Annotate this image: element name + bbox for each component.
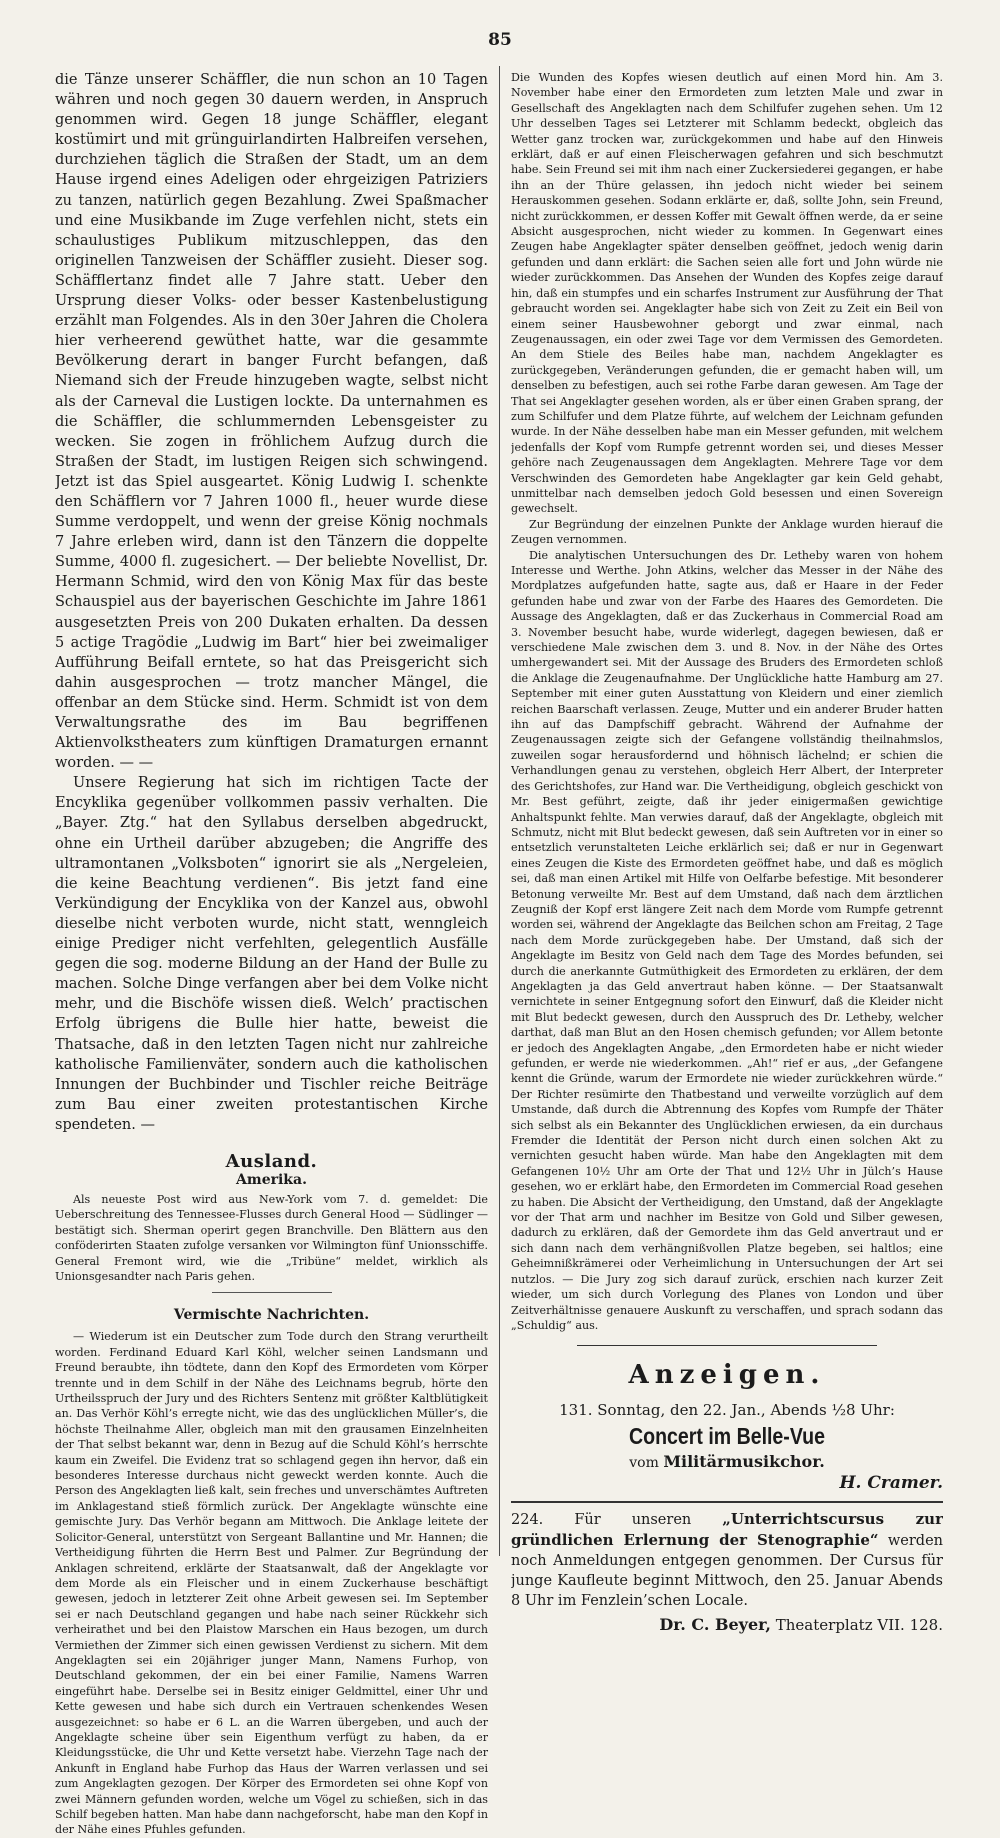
- column-divider: [499, 66, 500, 1556]
- ad-stenography-body: werden noch Anmeldungen entgegen genommen. Der Cursus für junge Kaufleute beginnt Mittwoch, den 25. Januar Abends 8 Uhr im Fenzlein’schen Locale.: [511, 1533, 943, 1610]
- separator-rule: [577, 1345, 877, 1346]
- ad-separator: [511, 1501, 943, 1503]
- ad-concert-band: Militärmusikchor.: [663, 1452, 825, 1472]
- ads-heading: Anzeigen.: [628, 1360, 826, 1391]
- ad-concert-title: Concert im Belle-Vue: [629, 1423, 825, 1450]
- section-heading-ausland: Ausland.: [225, 1150, 318, 1172]
- page-number: 85: [488, 30, 512, 50]
- section-heading-amerika: Amerika.: [236, 1171, 307, 1188]
- article-trial: Die analytischen Untersuchungen des Dr. Letheby waren von hohem Interesse und Werthe. John Atkins, welcher das Messer in der Nähe des Mordplatzes aufgefunden hatte, sagte aus, daß er Haare in der Feder gefunden habe und zwar von der Farbe des Haares des Gemordeten. Die Aussage des Angeklagten, daß er das Zuckerhaus in Commercial Road am 3. November besucht habe, wurde widerlegt, dagegen bewiesen, daß er verschiedene Male zwischen dem 3. und 8. Nov. in der Nähe des Ortes umhergewandert sei. Mit der Aussage des Bruders des Ermordeten schloß die Anklage die Zeugenaufnahme. Der Unglückliche hatte Hamburg am 27. September mit einer guten Ausstattung von Kleidern und einer ziemlich reichen Baarschaft verlassen. Zeuge, Mutter und ein anderer Bruder hatten ihn auf das Dampfschiff gebracht. Während der Aufnahme der Zeugenaussagen zeigte sich der Gefangene vollständig theilnahmslos, zuweilen sogar herausfordernd und höhnisch lächelnd; er schien die Verhandlungen genau zu verstehen, obgleich Herr Albert, der Interpreter des Gerichtshofes, zur Hand war. Die Vertheidigung, obgleich geschickt von Mr. Best geführt, zeigte, daß ihr jeder einigermaßen gewichtige Anhaltspunkt fehlte. Man verwies darauf, daß der Angeklagte, obgleich mit Schmutz, nicht mit Blut bedeckt gewesen, daß sein Auftreten vor in einer so entsetzlich verunstalteten Leiche erklärlich sei; daß er nur in Gegenwart eines Zeugen die Kiste des Ermordeten geöffnet habe, und daß es möglich sei, daß man einen Artikel mit Hilfe von Oelfarbe befestige. Mit besonderer Betonung verweilte Mr. Best auf dem Umstand, daß nach dem ärztlichen Zeugniß der Kopf erst längere Zeit nach dem Morde vom Rumpfe getrennt worden sei, während der Angeklagte das Beilchen schon am Freitag, 2 Tage nach dem Morde zurückgegeben habe. Der Umstand, daß sich der Angeklagte im Besitz von Geld nach dem Tage des Mordes befunden, sei durch die anerkannte Gutmüthigkeit des Ermordeten zu erklären, der dem Angeklagten ja das Geld anvertraut haben könne. — Der Staatsanwalt vernichtete in seiner Entgegnung sofort den Einwurf, daß die Kleider nicht mit Blut bedeckt gewesen, durch den Ausspruch des Dr. Letheby, welcher darthat, daß man Blut an den Hosen chemisch gefunden; vor Allem betonte er jedoch des Angeklagten Angabe, „den Ermordeten habe er nicht wieder gefunden, er werde nie wiederkommen. „Ah!“ rief er aus, „der Gefangene kennt die Gründe, warum der Ermordete nie wieder zurückkehren würde.“ Der Richter resümirte den Thatbestand und verweilte vorzüglich auf dem Umstande, daß durch die Abtrennung des Kopfes vom Rumpfe der Thäter sich selbst als ein Bekannter des Unglücklichen erwiesen, da ein durchaus Fremder die Identität der Person nicht durch einen solchen Akt zu vernichten gesucht haben würde. Man habe den Angeklagten mit dem Gefangenen 10½ Uhr am Orte der That und 12½ Uhr in Jülch’s Hause gesehen, wo er erklärt habe, den Ermordeten im Commercial Road gesehen zu haben. Die Absicht der Vertheidigung, den Umstand, daß der Angeklagte vor der That arm und nachher im Besitze von Gold und Silber gewesen, dadurch zu erklären, daß der Gemordete ihm das Geld anvertraut und er sich dann nach dem verhängnißvollen Platze begeben, sei haltlos; eine Geheimnißkrämerei oder Verheimlichung in Untersuchungen der Art sei nutzlos. — Die Jury zog sich darauf zurück, erschien nach kurzer Zeit wieder, um sich durch Vorlegung des Planes von London und über Zeitverhältnisse genauere Auskunft zu verschaffen, und sprach sodann das „Schuldig“ aus.: [511, 548, 943, 1332]
- article-schaefflertanz: die Tänze unserer Schäffler, die nun schon an 10 Tagen währen und noch gegen 30 dauern werden, in Anspruch genommen wird. Gegen 18 junge Schäffler, elegant kostümirt und mit grünguirlandirten Halbreifen versehen, durchziehen täglich die Straßen der Stadt, um an dem Hause irgend eines Adeligen oder ehrgeizigen Patriziers zu tanzen, natürlich gegen Bezahlung. Zwei Spaßmacher und eine Musikbande im Zuge verfehlen nicht, stets ein schaulustiges Publikum mitzuschleppen, das den originellen Tanzweisen der Schäffler zusieht. Dieser sog. Schäfflertanz findet alle 7 Jahre statt. Ueber den Ursprung dieser Volks- oder besser Kastenbelustigung erzählt man Folgendes. Als in den 30er Jahren die Cholera hier verheerend gewüthet hatte, war die gesammte Bevölkerung derart in banger Furcht befangen, daß Niemand sich der Freude hinzugeben wagte, selbst nicht als der Carneval die Lustigen lockte. Da unternahmen es die Schäffler, die schlummernden Lebensgeister zu wecken. Sie zogen in fröhlichem Aufzug durch die Straßen der Stadt, im lustigen Reigen sich schwingend. Jetzt ist das Spiel ausgeartet. König Ludwig I. schenkte den Schäfflern vor 7 Jahren 1000 fl., heuer wurde diese Summe verdoppelt, und wenn der greise König nochmals 7 Jahre erleben wird, dann ist den Tänzern die doppelte Summe, 4000 fl. zugesichert. — Der beliebte Novellist, Dr. Hermann Schmid, wird den von König Max für das beste Schauspiel aus der bayerischen Geschichte im Jahre 1861 ausgesetzten Preis von 200 Dukaten erhalten. Da dessen 5 actige Tragödie „Ludwig im Bart“ hier bei zweimaliger Aufführung Beifall erntete, so hat das Preisgericht sich dahin ausgesprochen — trotz mancher Mängel, die offenbar an dem Stücke sind. Herm. Schmidt ist von dem Verwaltungsrathe des im Bau begriffenen Aktienvolkstheaters zum künftigen Dramaturgen ernannt worden. — —: [55, 72, 488, 772]
- ad-stenography-number: 224.: [511, 1512, 544, 1529]
- right-column: [511, 70, 943, 1634]
- ad-stenography-text: [511, 1509, 943, 1611]
- article-continued: Die Wunden des Kopfes wiesen deutlich auf einen Mord hin. Am 3. November habe einer den Ermordeten zum letzten Male und zwar in Gesellschaft des Angeklagten nach dem Schilfufer zugehen sehen. Um 12 Uhr desselben Tages sei Letzterer mit Schlamm bedeckt, obgleich das Wetter ganz trocken war, zurückgekommen und habe auf den Hinweis erklärt, daß er auf einen Fleischerwagen gefahren und sich beschmutzt habe. Sein Freund sei mit ihm nach einer Zuckersiederei gegangen, er habe ihn an der Thüre gelassen, ihn jedoch nicht wieder bei seinem Herauskommen gesehen. Sodann erklärte er, daß, sollte John, sein Freund, nicht zurückkommen, er dessen Koffer mit Gewalt öffnen werde, da er seine Absicht ausgesprochen, nicht wieder zu kommen. In Gegenwart eines Zeugen habe Angeklagter später denselben geöffnet, jedoch wenig darin gefunden und dann erklärt: die Sachen seien alle fort und John würde nie wieder zurückkommen. Das Ansehen der Wunden des Kopfes zeige darauf hin, daß ein stumpfes und ein scharfes Instrument zur Ausführung der That gebraucht worden sei. Angeklagter habe sich von Zeit zu Zeit ein Beil von einem seiner Hausbewohner geborgt und zwar einmal, nach Zeugenaussagen, ein oder zwei Tage vor dem Vermissen des Gemordeten. An dem Stiele des Beiles habe man, nachdem Angeklagter es zurückgegeben, Veränderungen gefunden, die er gemacht haben will, um denselben zu befestigen, auch sei rothe Farbe daran gewesen. Am Tage der That sei Angeklagter gesehen worden, als er über einen Graben sprang, der zum Schilfufer und dem Platze führte, auf welchem der Leichnam gefunden wurde. In der Nähe desselben habe man ein Messer gefunden, mit welchem jedenfalls der Kopf vom Rumpfe getrennt worden sei, und dieses Messer gehöre nach Zeugenaussagen dem Angeklagten. Mehrere Tage vor dem Verschwinden des Gemordeten habe Angeklagter gar kein Geld gehabt, unmittelbar nach demselben jedoch Gold besessen und einen Sovereign gewechselt.: [511, 71, 943, 516]
- ad-concert: [511, 1400, 943, 1493]
- ad-concert-vom: vom: [629, 1455, 659, 1472]
- ad-concert-by: [511, 1452, 943, 1471]
- ad-stenography-signature-name: Dr. C. Beyer,: [659, 1615, 771, 1635]
- article-amerika: Als neueste Post wird aus New-York vom 7. d. gemeldet: Die Ueberschreitung des Tennessee-Flusses durch General Hood — Südlinger — bestätigt sich. Sherman operirt gegen Branchville. Den Blättern aus den conföderirten Staaten zufolge versanken vor Wilmington fünf Unionsschiffe. General Fremont wird, wie die „Tribüne“ meldet, wirklich als Unionsgesandter nach Paris gehen.: [55, 1192, 488, 1283]
- section-heading-vermischte: Vermischte Nachrichten.: [173, 1307, 370, 1324]
- article-witnesses-note: Zur Begründung der einzelnen Punkte der Anklage wurden hierauf die Zeugen vernommen.: [511, 517, 943, 547]
- ad-stenography-course: „Unterrichtscursus zur gründlichen Erlernung der Stenographie“: [511, 1510, 943, 1550]
- article-encyklika: Unsere Regierung hat sich im richtigen Tacte der Encyklika gegenüber vollkommen passiv verhalten. Die „Bayer. Ztg.“ hat den Syllabus derselben abgedruckt, ohne ein Urtheil darüber abzugeben; die Angriffe des ultramontanen „Volksboten“ ignorirt sie als „Nergeleien, die keine Beachtung verdienen“. Bis jetzt fand eine Verkündigung der Encyklika von der Kanzel aus, obwohl dieselbe nicht verboten wurde, nicht statt, wenngleich einige Prediger nicht verfehlten, gelegentlich Ausfälle gegen die sog. moderne Bildung an der Hand der Bulle zu machen. Solche Dinge verfangen aber bei dem Volke nicht mehr, und die Bischöfe wissen dieß. Welch’ practischen Erfolg übrigens die Bulle hier hatte, beweist die Thatsache, daß in den letzten Tagen nicht nur zahlreiche katholische Familienväter, sondern auch die katholischen Innungen der Buchbinder und Tischler reiche Beiträge zum Bau einer zweiten protestantischen Kirche spendeten. —: [55, 775, 488, 1133]
- left-column: [55, 70, 488, 1838]
- ad-stenography-signature: [511, 1615, 943, 1634]
- ad-concert-signature: H. Cramer.: [839, 1473, 943, 1494]
- separator-rule: [212, 1292, 332, 1293]
- ad-stenography: [511, 1509, 943, 1634]
- ad-concert-date: 131. Sonntag, den 22. Jan., Abends ½8 Uhr:: [559, 1401, 895, 1420]
- ad-stenography-signature-place: Theaterplatz VII. 128.: [775, 1616, 943, 1635]
- article-vermischte: — Wiederum ist ein Deutscher zum Tode durch den Strang verurtheilt worden. Ferdinand Eduard Karl Köhl, welcher seinen Landsmann und Freund beraubte, ihn tödtete, dann den Kopf des Ermordeten vom Körper trennte und in dem Schilf in der Nähe des Leichnams begrub, hörte den Urtheilsspruch der Jury und des Richters Sentenz mit größter Kaltblütigkeit an. Das Verhör Köhl’s erregte nicht, wie das des unglücklichen Müller’s, die höchste Theilnahme Aller, obgleich man mit den grausamen Einzelnheiten der That selbst bekannt war, denn in Bezug auf die Schuld Köhl’s herrschte kaum ein Zweifel. Die Evidenz trat so schlagend gegen ihn hervor, daß ein besonderes Interesse durchaus nicht geweckt werden konnte. Auch die Person des Angeklagten ließ kalt, sein freches und unverschämtes Auftreten im Anklagestand stieß förmlich zurück. Der Angeklagte wünschte eine gemischte Jury. Das Verhör begann am Mittwoch. Die Anklage leitete der Solicitor-General, unterstützt von Sergeant Ballantine und Mr. Hannen; die Vertheidigung führten die Herrn Best und Palmer. Zur Begründung der Anklagen schreitend, erklärte der Staatsanwalt, daß der Angeklagte vor dem Morde als ein Fleischer und in einem Zuckerhause beschäftigt gewesen, jedoch in letzterer Zeit ohne Arbeit gewesen sei. Im September sei er nach Deutschland gegangen und habe nach seiner Rückkehr sich verheirathet und bei den Plaistow Marschen ein Haus bezogen, um durch Vermiethen der Zimmer sich einen gewissen Verdienst zu sichern. Mit dem Angeklagten sei ein 20jähriger junger Mann, Namens Furhop, von Deutschland gekommen, der ein bei einer Familie, Namens Warren eingeführt habe. Derselbe sei in Besitz einiger Geldmittel, einer Uhr und Kette gewesen und habe sich durch ein Vertrauen schenkendes Wesen ausgezeichnet: so habe er 6 L. an die Warren übergeben, und auch der Angeklagte scheine über sein Eigenthum verfügt zu haben, da er Kleidungsstücke, die Uhr und Kette versetzt habe. Vierzehn Tage nach der Ankunft in England habe Furhop das Haus der Warren verlassen und sei zum Angeklagten gezogen. Der Körper des Ermordeten sei ohne Kopf von zwei Männern gefunden worden, welche um Vögel zu schießen, sich in das Schilf begeben hatten. Man habe dann nachgeforscht, habe man den Kopf in der Nähe eines Pfuhles gefunden.: [55, 1330, 488, 1837]
- ad-stenography-intro: Für unseren: [574, 1512, 692, 1529]
